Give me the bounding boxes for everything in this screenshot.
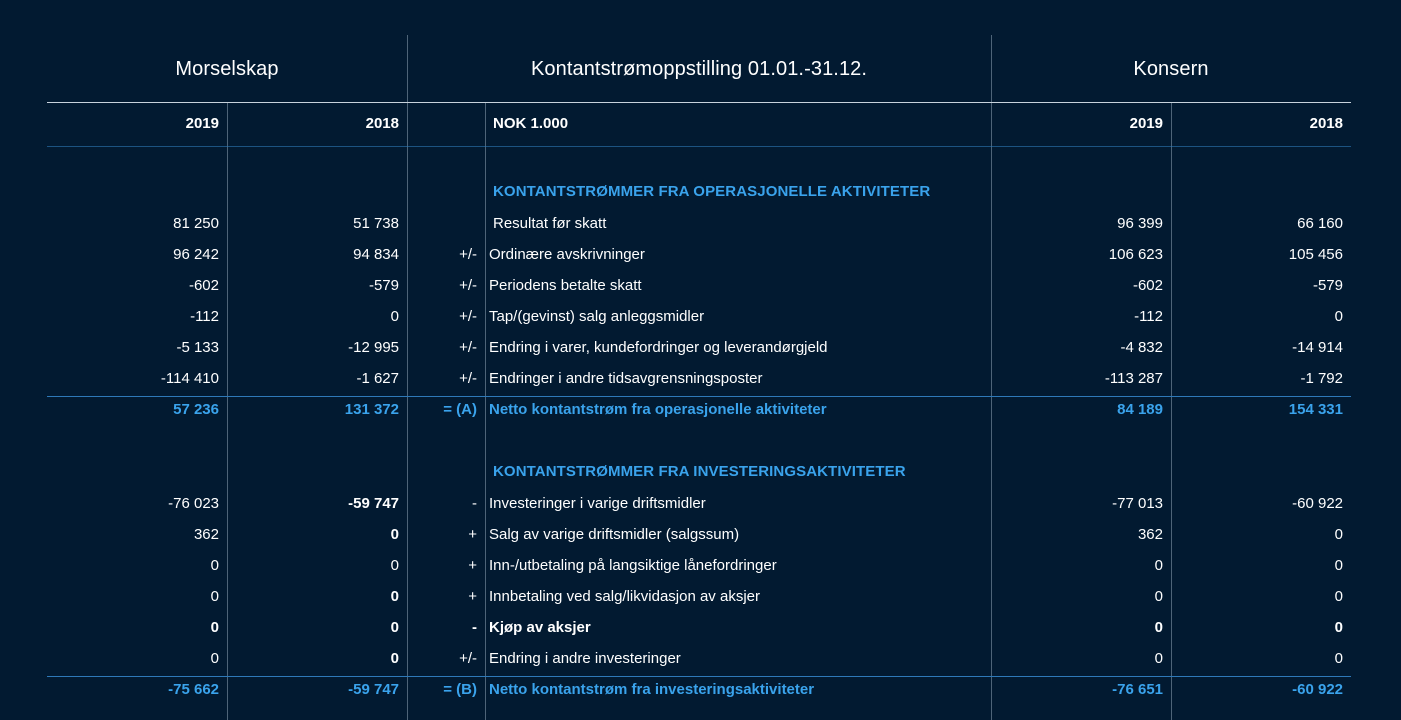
table-row bbox=[0, 369, 1401, 389]
morselskap-2018-value: 94 834 bbox=[353, 246, 399, 263]
year-header-morselskap-2018: 2018 bbox=[365, 115, 399, 132]
konsern-2019-value: 0 bbox=[1154, 650, 1163, 667]
year-header-konsern-2019: 2019 bbox=[1129, 115, 1163, 132]
morselskap-2019-value: 0 bbox=[210, 619, 219, 636]
subheader-rule bbox=[47, 146, 1351, 147]
operator: +/- bbox=[459, 650, 477, 667]
konsern-2019-value: 96 399 bbox=[1117, 215, 1163, 232]
morselskap-2019-value: -114 410 bbox=[160, 370, 219, 387]
morselskap-2019-value: -76 023 bbox=[168, 495, 219, 512]
konsern-2019-value: -77 013 bbox=[1112, 495, 1163, 512]
row-label: Salg av varige driftsmidler (salgssum) bbox=[489, 526, 740, 543]
konsern-2018-value: 0 bbox=[1334, 650, 1343, 667]
operator: +/- bbox=[459, 246, 477, 263]
total-row-operating bbox=[0, 400, 1401, 420]
operator: + bbox=[468, 557, 477, 574]
konsern-2018-value: 66 160 bbox=[1297, 215, 1343, 232]
konsern-2018-value: 0 bbox=[1334, 588, 1343, 605]
section-title-operating: KONTANTSTRØMMER FRA OPERASJONELLE AKTIVITETER bbox=[493, 183, 931, 200]
morselskap-2019-value: -5 133 bbox=[176, 339, 219, 356]
row-label: Kjøp av aksjer bbox=[489, 619, 591, 636]
header-rule bbox=[47, 102, 1351, 103]
total-label: Netto kontantstrøm fra investeringsaktiviteter bbox=[489, 681, 815, 698]
operator: = (B) bbox=[443, 681, 477, 698]
morselskap-2018-total: -59 747 bbox=[348, 681, 399, 698]
konsern-2018-value: 105 456 bbox=[1288, 246, 1343, 263]
table-row bbox=[0, 338, 1401, 358]
morselskap-2018-value: -59 747 bbox=[348, 495, 399, 512]
konsern-2018-value: 0 bbox=[1334, 619, 1343, 636]
konsern-2018-value: -579 bbox=[1312, 277, 1343, 294]
year-header-morselskap-2019: 2019 bbox=[185, 115, 219, 132]
konsern-2018-value: 0 bbox=[1334, 308, 1343, 325]
operator: - bbox=[472, 619, 477, 636]
morselskap-2018-value: 0 bbox=[390, 526, 399, 543]
konsern-2019-value: 362 bbox=[1137, 526, 1163, 543]
morselskap-2018-value: 0 bbox=[390, 619, 399, 636]
statement-title: Kontantstrømoppstilling 01.01.-31.12. bbox=[530, 58, 868, 80]
konsern-2018-value: 0 bbox=[1334, 557, 1343, 574]
konsern-2018-total: -60 922 bbox=[1292, 681, 1343, 698]
morselskap-2018-total: 131 372 bbox=[344, 401, 399, 418]
row-label: Endring i varer, kundefordringer og leverandørgjeld bbox=[489, 339, 828, 356]
morselskap-2019-value: 96 242 bbox=[173, 246, 219, 263]
year-header-konsern-2018: 2018 bbox=[1309, 115, 1343, 132]
konsern-2018-total: 154 331 bbox=[1288, 401, 1343, 418]
total-rule bbox=[47, 396, 1351, 397]
morselskap-2018-value: -1 627 bbox=[356, 370, 399, 387]
table-row bbox=[0, 587, 1401, 607]
operator: +/- bbox=[459, 277, 477, 294]
morselskap-2019-total: -75 662 bbox=[168, 681, 219, 698]
morselskap-2018-value: 0 bbox=[390, 588, 399, 605]
operator: = (A) bbox=[443, 401, 477, 418]
morselskap-2019-value: 0 bbox=[210, 557, 219, 574]
row-label: Innbetaling ved salg/likvidasjon av aksjer bbox=[489, 588, 760, 605]
konsern-2019-value: -112 bbox=[1134, 308, 1163, 325]
morselskap-2018-value: 0 bbox=[390, 557, 399, 574]
row-label: Investeringer i varige driftsmidler bbox=[489, 495, 706, 512]
table-row bbox=[0, 525, 1401, 545]
konsern-2018-value: -14 914 bbox=[1292, 339, 1343, 356]
morselskap-2019-value: 0 bbox=[210, 650, 219, 667]
morselskap-2018-value: 51 738 bbox=[353, 215, 399, 232]
morselskap-2018-value: -579 bbox=[368, 277, 399, 294]
unit-header: NOK 1.000 bbox=[493, 115, 569, 132]
konsern-2019-value: -4 832 bbox=[1120, 339, 1163, 356]
row-label: Inn-/utbetaling på langsiktige lånefordringer bbox=[489, 557, 777, 574]
morselskap-2018-value: 0 bbox=[390, 650, 399, 667]
operator: + bbox=[468, 588, 477, 605]
row-label: Ordinære avskrivninger bbox=[489, 246, 645, 263]
section-title-investing: KONTANTSTRØMMER FRA INVESTERINGSAKTIVITETER bbox=[493, 463, 906, 480]
operator: +/- bbox=[459, 339, 477, 356]
konsern-2018-value: -60 922 bbox=[1292, 495, 1343, 512]
row-label: Endringer i andre tidsavgrensningsposter bbox=[489, 370, 763, 387]
morselskap-2019-value: -602 bbox=[188, 277, 219, 294]
row-label: Periodens betalte skatt bbox=[489, 277, 642, 294]
konsern-2019-value: 0 bbox=[1154, 557, 1163, 574]
morselskap-2019-value: 0 bbox=[210, 588, 219, 605]
konsern-2018-value: -1 792 bbox=[1300, 370, 1343, 387]
operator: +/- bbox=[459, 308, 477, 325]
konsern-2018-value: 0 bbox=[1334, 526, 1343, 543]
table-row bbox=[0, 649, 1401, 669]
morselskap-2019-value: -112 bbox=[190, 308, 219, 325]
morselskap-2019-value: 362 bbox=[193, 526, 219, 543]
morselskap-2018-value: 0 bbox=[390, 308, 399, 325]
table-row bbox=[0, 276, 1401, 296]
morselskap-2019-value: 81 250 bbox=[173, 215, 219, 232]
morselskap-2018-value: -12 995 bbox=[348, 339, 399, 356]
konsern-2019-total: 84 189 bbox=[1117, 401, 1163, 418]
konsern-title: Konsern bbox=[1133, 58, 1209, 80]
konsern-2019-value: 0 bbox=[1154, 588, 1163, 605]
operator: +/- bbox=[459, 370, 477, 387]
konsern-2019-value: 0 bbox=[1154, 619, 1163, 636]
morselskap-title: Morselskap bbox=[175, 58, 279, 80]
konsern-2019-value: -113 287 bbox=[1104, 370, 1163, 387]
table-row bbox=[0, 618, 1401, 638]
total-rule bbox=[47, 676, 1351, 677]
total-row-investing bbox=[0, 680, 1401, 700]
table-row bbox=[0, 245, 1401, 265]
operator: - bbox=[472, 495, 477, 512]
total-label: Netto kontantstrøm fra operasjonelle aktiviteter bbox=[489, 401, 827, 418]
row-label: Resultat før skatt bbox=[493, 215, 607, 232]
row-label: Tap/(gevinst) salg anleggsmidler bbox=[489, 308, 705, 325]
table-row bbox=[0, 214, 1401, 234]
table-row bbox=[0, 556, 1401, 576]
operator: + bbox=[468, 526, 477, 543]
table-row bbox=[0, 307, 1401, 327]
row-label: Endring i andre investeringer bbox=[489, 650, 681, 667]
konsern-2019-total: -76 651 bbox=[1112, 681, 1163, 698]
table-row bbox=[0, 494, 1401, 514]
morselskap-2019-total: 57 236 bbox=[173, 401, 219, 418]
konsern-2019-value: -602 bbox=[1132, 277, 1163, 294]
konsern-2019-value: 106 623 bbox=[1108, 246, 1163, 263]
